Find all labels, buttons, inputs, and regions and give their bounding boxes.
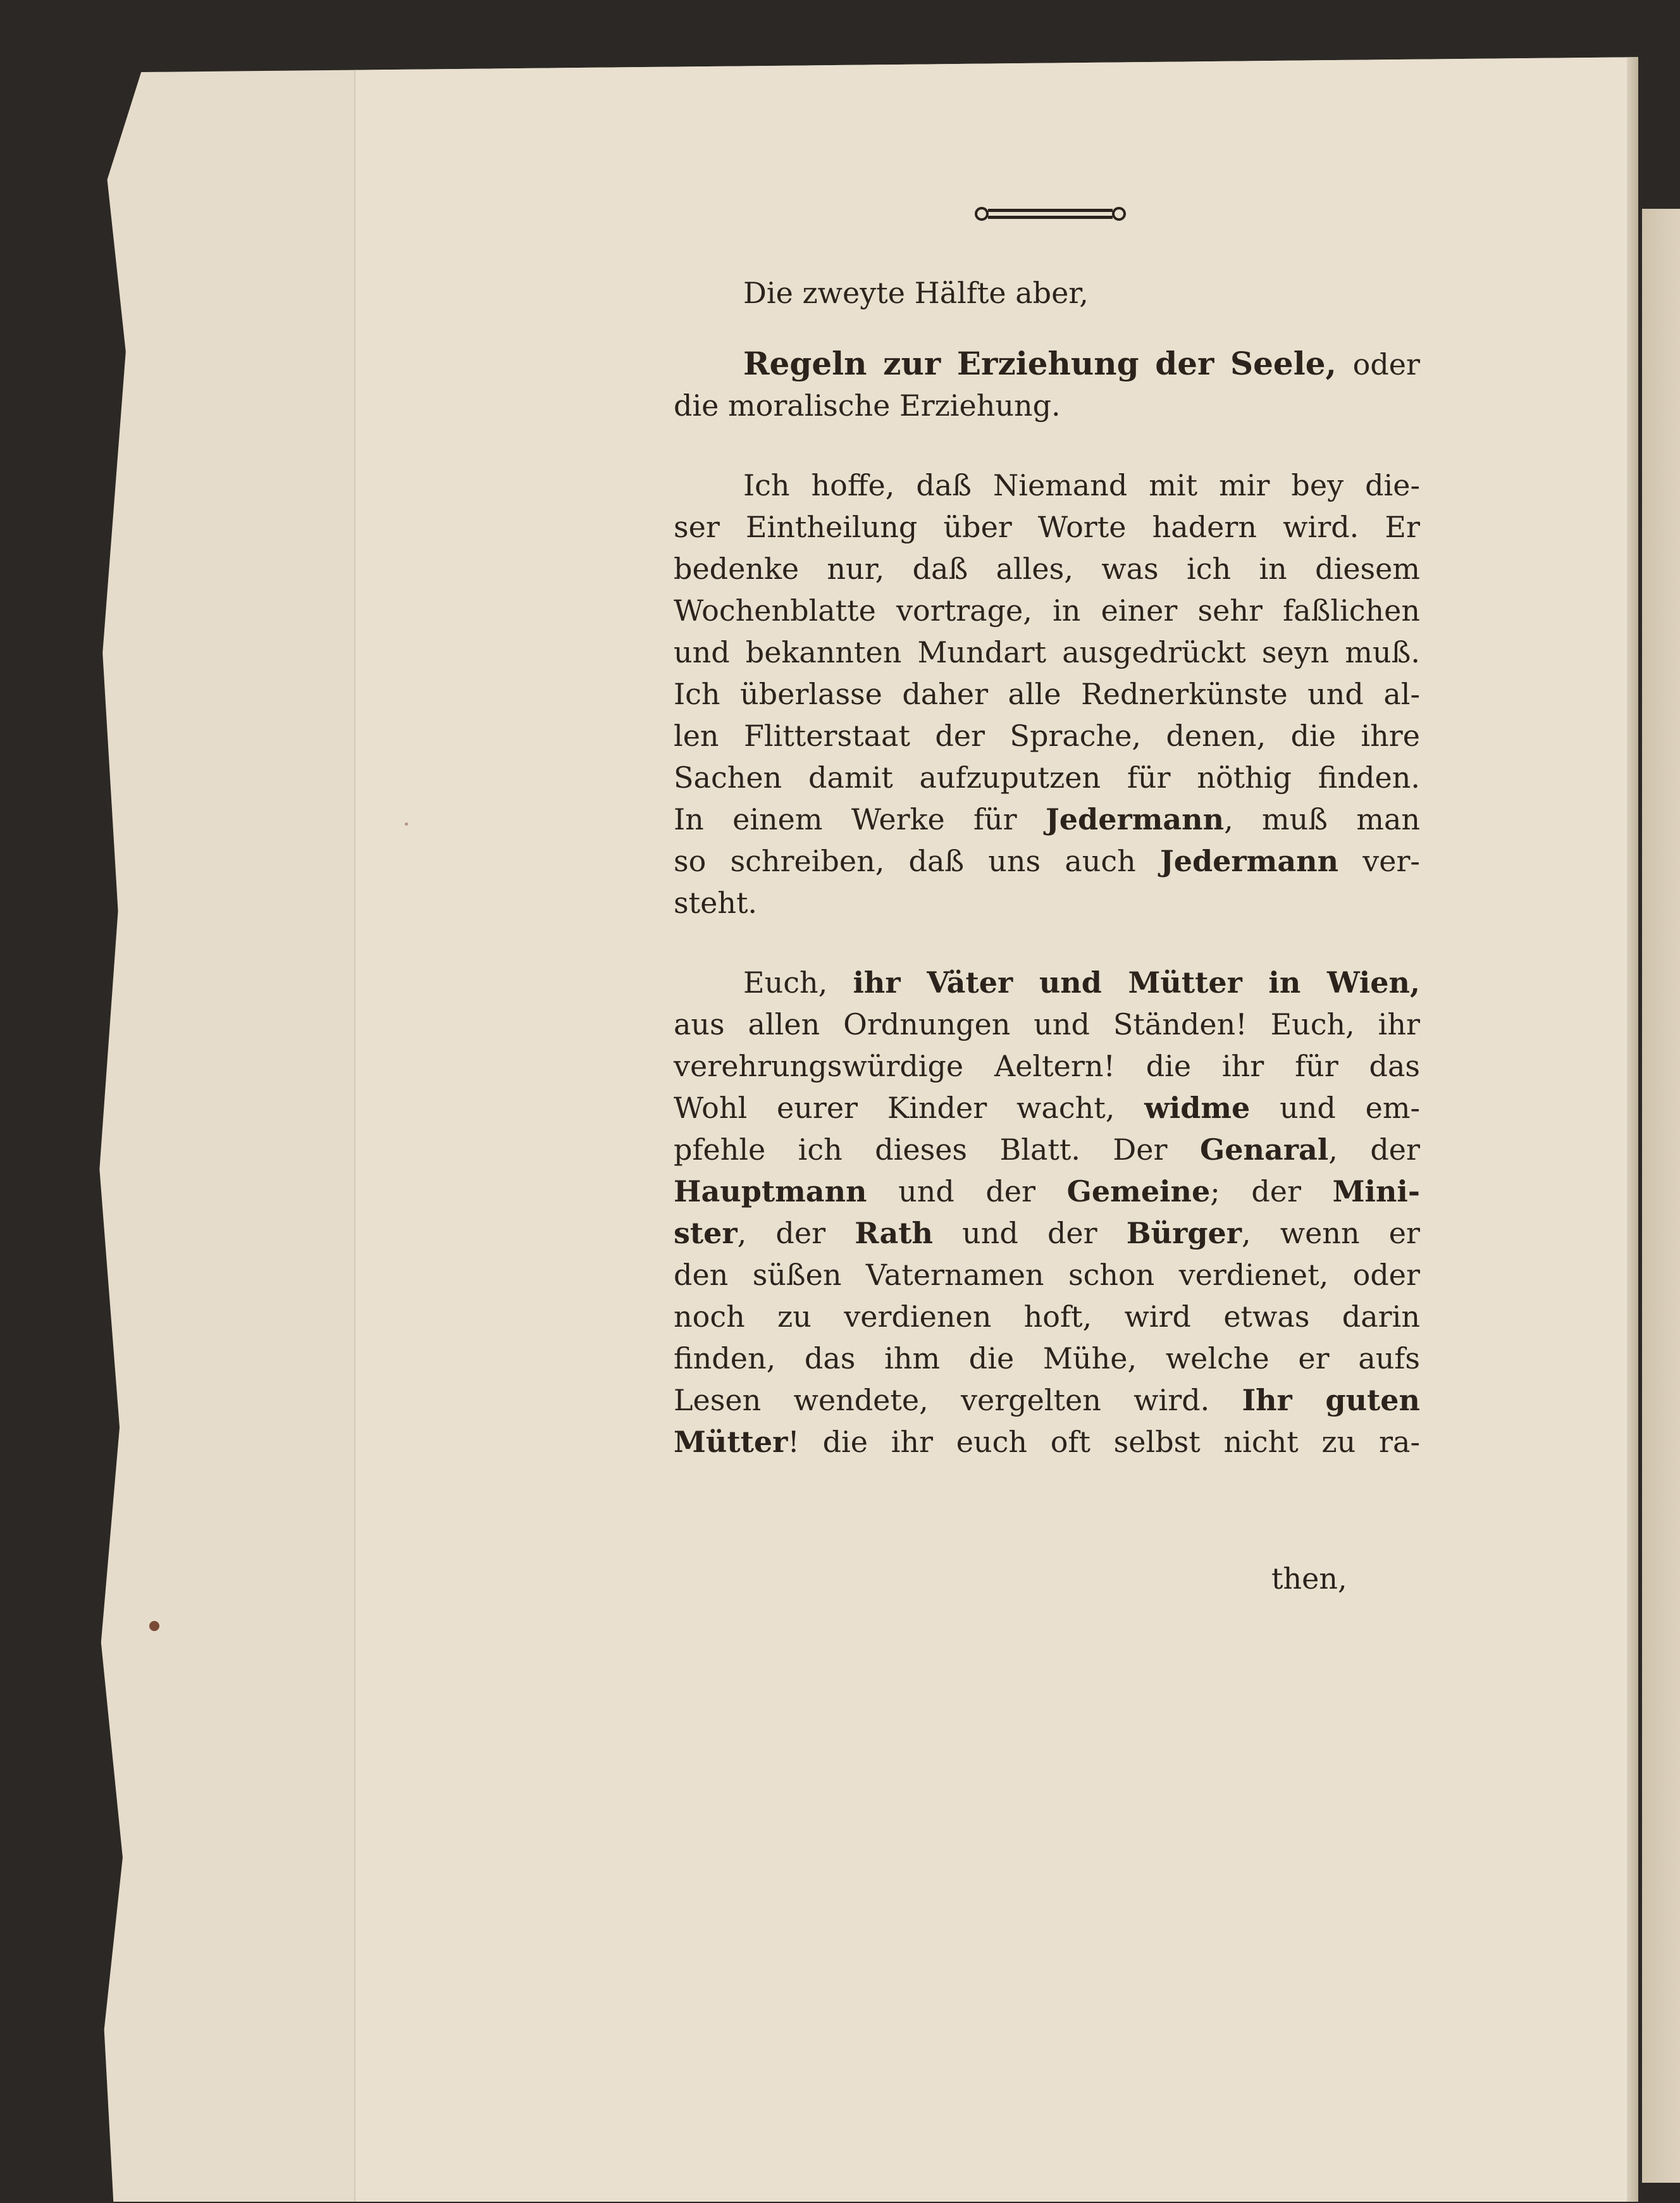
text-line: Ich hoffe, daß Niemand mit mir bey die- (743, 468, 1420, 502)
text-run: Wohl eurer Kinder wacht, (674, 1091, 1145, 1125)
text-line: finden, das ihm die Mühe, welche er aufs (674, 1341, 1420, 1375)
text-line: bedenke nur, daß alles, was ich in diesem (674, 552, 1420, 586)
paper-stain (149, 1621, 159, 1631)
text-run: ; der (1210, 1174, 1333, 1208)
emphasis: ihr Väter und Mütter in Wien, (853, 965, 1421, 1000)
adjacent-page-edge (1642, 209, 1680, 2183)
text-line: den süßen Vaternamen schon verdienet, oder (674, 1258, 1420, 1292)
text-run: und der (867, 1174, 1067, 1208)
text-run: Lesen wendete, vergelten wird. (674, 1383, 1242, 1417)
text-line (674, 1087, 1420, 1129)
text-run: In einem Werke für (674, 802, 1046, 836)
text-run: , wenn er (1242, 1216, 1420, 1250)
paragraph-1 (674, 464, 1420, 924)
text-line: Sachen damit aufzuputzen für nöthig finden. (674, 760, 1420, 795)
text-line: Die zweyte Hälfte aber, (743, 276, 1089, 310)
intro-block (674, 272, 1420, 314)
text-line (674, 840, 1420, 882)
text-line: verehrungswürdige Aeltern! die ihr für das (674, 1049, 1420, 1083)
text-line: aus allen Ordnungen und Ständen! Euch, ihr (674, 1007, 1420, 1041)
emphasis: widme (1144, 1091, 1251, 1125)
emphasis: Bürger (1126, 1216, 1242, 1250)
text-run: und der (933, 1216, 1127, 1250)
text-run: , der (737, 1216, 855, 1250)
text-run: Euch, (743, 965, 853, 1000)
text-run: so schreiben, daß uns auch (674, 844, 1160, 878)
text-line (674, 962, 1420, 1003)
body-text (674, 272, 1420, 1463)
gutter-shadow (1627, 51, 1638, 2202)
paragraph-2 (674, 962, 1420, 1463)
text-line: und bekannten Mundart ausgedrückt seyn muß. (674, 635, 1420, 669)
text-line: Wochenblatte vortrage, in einer sehr faßlichen (674, 593, 1420, 628)
text-line: Ich überlasse daher alle Rednerkünste und al- (674, 677, 1420, 711)
emphasis: Jedermann (1159, 844, 1339, 878)
text-line: ser Eintheilung über Worte hadern wird. Er (674, 510, 1420, 544)
section-title-block (674, 343, 1420, 426)
text-run: und em- (1250, 1091, 1421, 1125)
emphasis: Hauptmann (674, 1174, 867, 1208)
text-run: , der (1328, 1133, 1420, 1167)
catchword: then, (1271, 1561, 1347, 1596)
text-run: pfehle ich dieses Blatt. Der (674, 1133, 1200, 1167)
section-title-main: Regeln zur Erziehung der Seele, (743, 345, 1337, 382)
paper-stain (405, 822, 408, 826)
text-line: die moralische Erziehung. (674, 388, 1061, 423)
text-line (674, 798, 1420, 840)
emphasis: Gemeine (1066, 1174, 1211, 1208)
text-line (674, 1129, 1420, 1170)
text-line (674, 1379, 1420, 1421)
text-line (674, 1212, 1420, 1254)
section-title (674, 343, 1420, 385)
emphasis: Rath (855, 1216, 934, 1250)
emphasis: Mütter (674, 1425, 788, 1459)
text-run: ! die ihr euch oft selbst nicht zu ra- (788, 1425, 1420, 1459)
emphasis: Mini- (1332, 1174, 1420, 1208)
text-line (674, 1421, 1420, 1463)
section-title-tail: oder (1352, 347, 1420, 382)
emphasis: ster (674, 1216, 738, 1250)
text-line: steht. (674, 886, 758, 920)
text-line: noch zu verdienen hoft, wird etwas darin (674, 1300, 1420, 1334)
emphasis: Ihr guten (1242, 1383, 1421, 1417)
text-line (674, 1170, 1420, 1212)
emphasis: Genaral (1199, 1133, 1329, 1167)
text-run: ver- (1338, 844, 1420, 878)
emphasis: Jedermann (1046, 802, 1225, 836)
ornament-rule (973, 201, 1128, 227)
text-run: , muß man (1224, 802, 1420, 836)
text-line: len Flitterstaat der Sprache, denen, die ihre (674, 719, 1420, 753)
